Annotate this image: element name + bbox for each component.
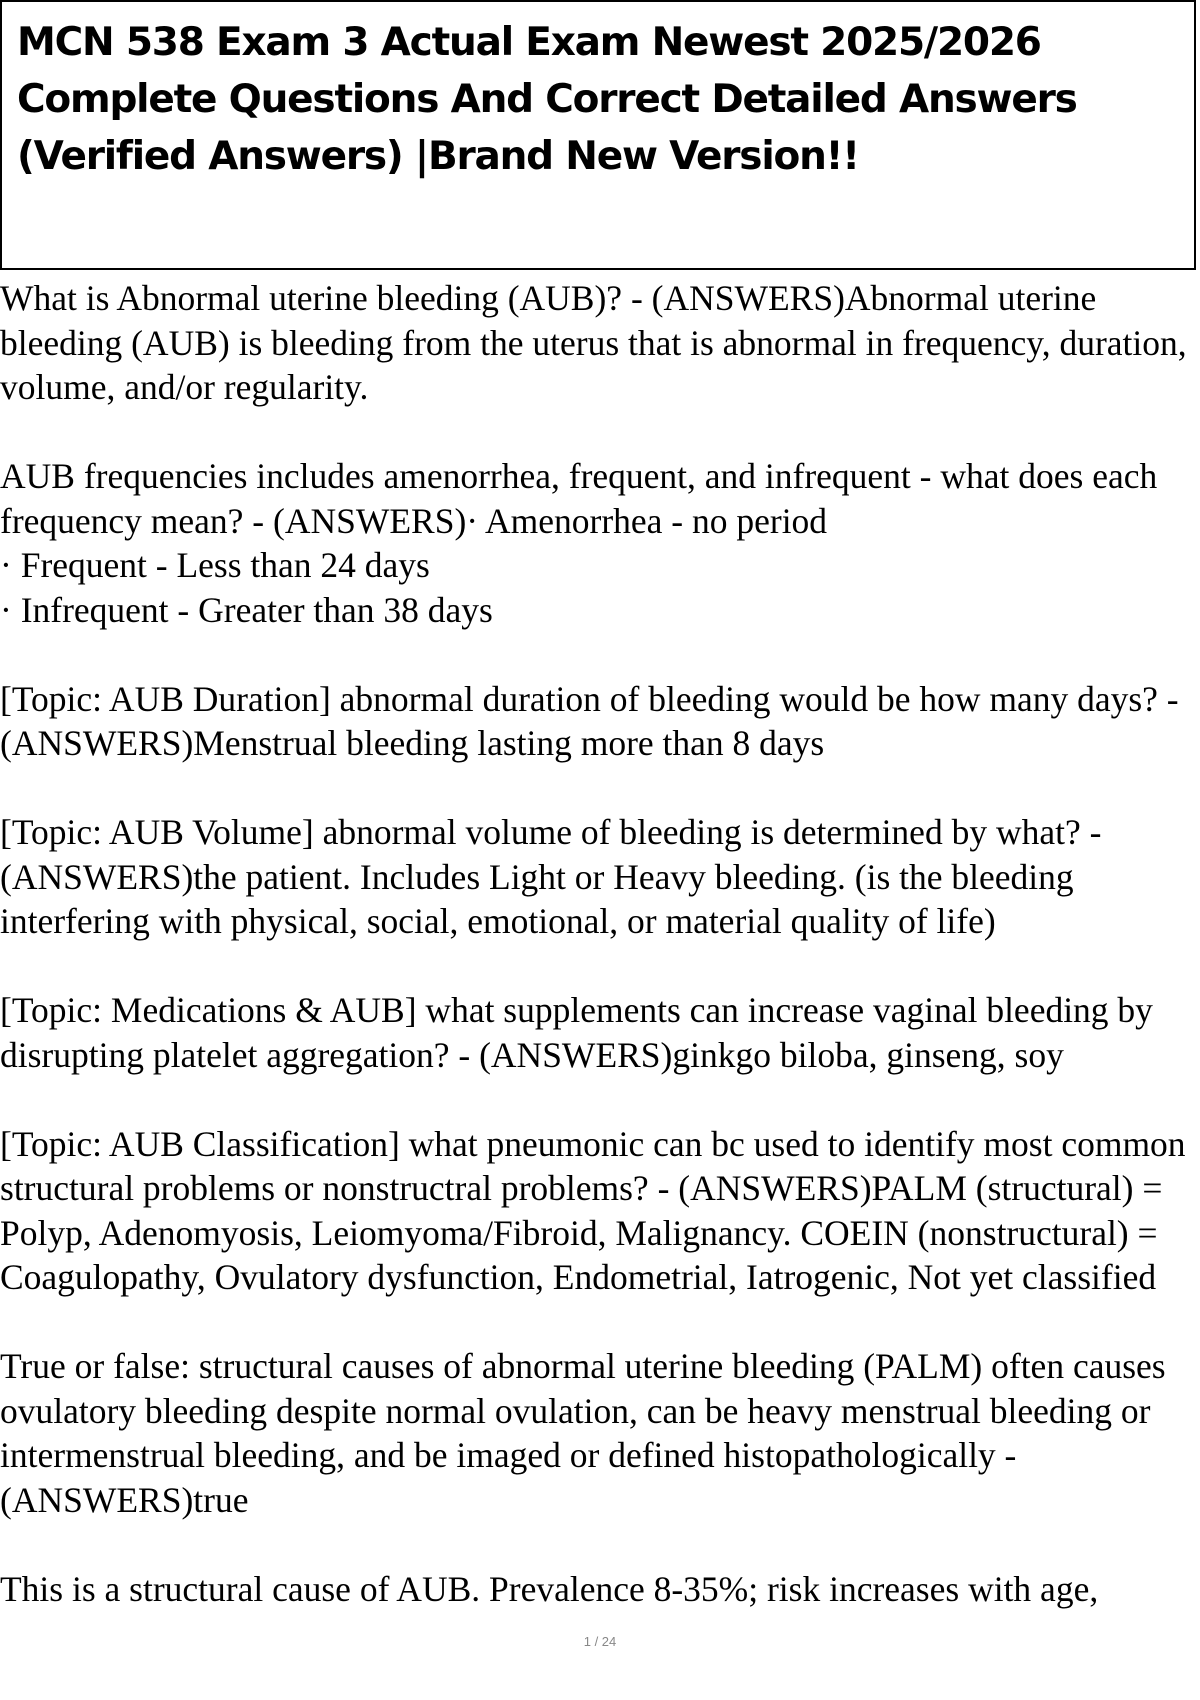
qa-entry: What is Abnormal uterine bleeding (AUB)? - (ANSWERS)Abnormal uterine bleeding (AUB) is bleeding from the uterus that is abnormal in frequency, duration, volume, and/or regularity. (0, 278, 1187, 407)
document-title: MCN 538 Exam 3 Actual Exam Newest 2025/2026 Complete Questions And Correct Detailed Answers (Verified Answers) |Brand New Version!! (17, 20, 1077, 179)
qa-entry: [Topic: AUB Classification] what pneumonic can bc used to identify most common structural problems or nonstructral problems? - (ANSWERS)PALM (structural) = Polyp, Adenomyosis, Leiomyoma/Fibroid, Malignancy. COEIN (nonstructural) = Coagulopathy, Ovulatory dysfunction, Endometrial, Iatrogenic, Not yet classified (0, 1123, 1186, 1297)
qa-entry: AUB frequencies includes amenorrhea, frequent, and infrequent - what does each frequency mean? - (ANSWERS)· Amenorrhea - no period · Frequent - Less than 24 days · Infrequent - Greater than 38 days (0, 456, 1158, 630)
title-box (0, 0, 1196, 270)
document-body (0, 276, 1192, 1656)
page-number: 1 / 24 (583, 1634, 617, 1649)
qa-entry: [Topic: AUB Duration] abnormal duration of bleeding would be how many days? - (ANSWERS)Menstrual bleeding lasting more than 8 days (0, 678, 1179, 763)
qa-entry: [Topic: Medications & AUB] what supplements can increase vaginal bleeding by disrupting platelet aggregation? - (ANSWERS)ginkgo biloba, ginseng, soy (0, 990, 1153, 1075)
qa-entry: True or false: structural causes of abnormal uterine bleeding (PALM) often causes ovulatory bleeding despite normal ovulation, can be heavy menstrual bleeding or intermenstrual bleeding, and be imaged or defined histopathologically - (ANSWERS)true (0, 1346, 1166, 1520)
qa-entry: This is a structural cause of AUB. Prevalence 8-35%; risk increases with age, (0, 1568, 1099, 1609)
qa-entry: [Topic: AUB Volume] abnormal volume of bleeding is determined by what? - (ANSWERS)the patient. Includes Light or Heavy bleeding. (is the bleeding interfering with physical, social, emotional, or material quality of life) (0, 812, 1102, 941)
